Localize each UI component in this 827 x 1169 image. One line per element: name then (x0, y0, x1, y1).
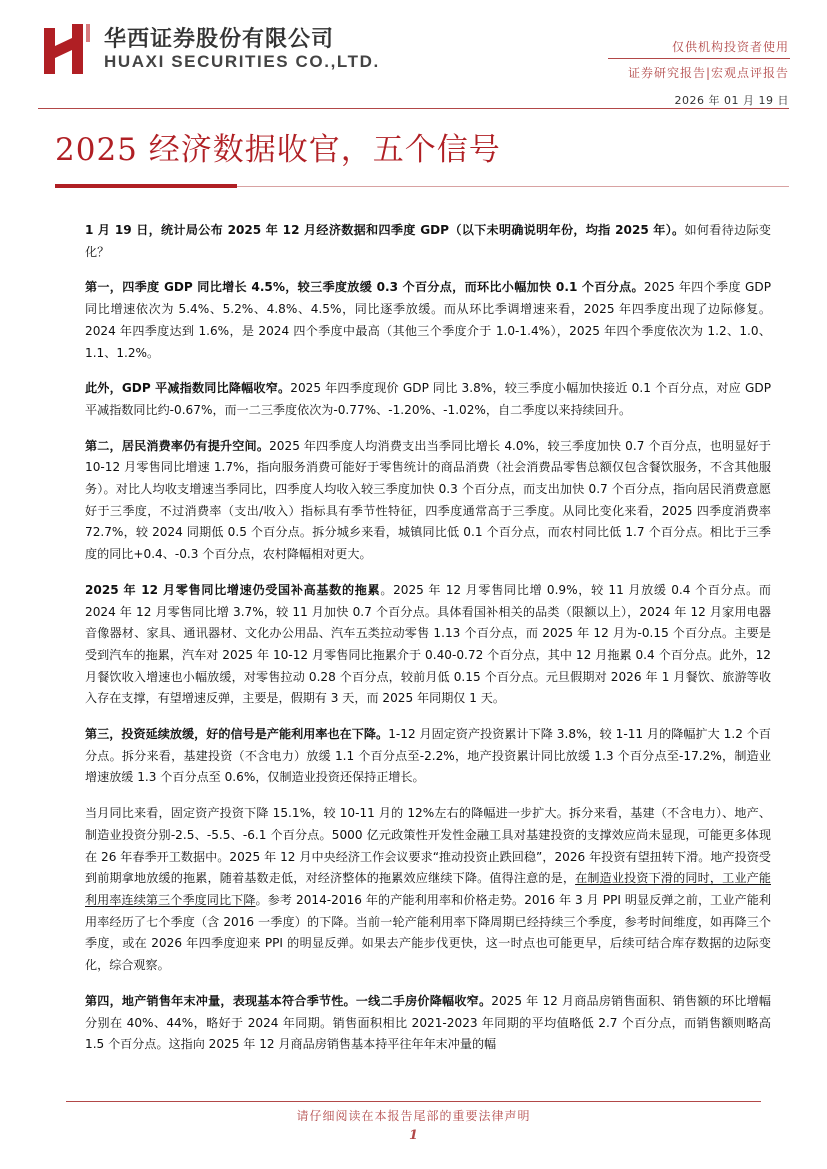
paragraph-emphasis: 在制造业投资下滑的同时，工业产能利用率连续第三个季度同比下降 (85, 871, 771, 907)
header-divider (38, 108, 789, 109)
report-category: 证券研究报告|宏观点评报告 (627, 66, 789, 80)
title-underline (237, 186, 789, 187)
paragraph-text: 。2025 年 12 月零售同比增 0.9%，较 11 月放缓 0.4 个百分点。而 2024 年 12 月零售同比增 3.7%，较 11 月加快 0.7 个百分点。具体看国补相关的品类（限额以上），2024 年 12 月家用电器音像器材、家具、通讯器材、文化办公用品、汽车五类拉动零售 1.13 个百分点，而 2025 年 12 月为-0.15 个百分点。主要是受到汽车的拖累，汽车对 2025 年 10-12 月零售同比拖累介于 0.40-0.72 个百分点，其中 12 月拖累 0.4 个百分点。此外，12 月餐饮收入增速也小幅放缓，对零售拉动 0.28 个百分点，较前月低 0.15 个百分点。元旦假期对 2026 年 1 月餐饮、旅游等收入存在支撑，有望增速反弹，主要是，假期有 3 天，而 2025 年同期仅 1 天。 (85, 582, 771, 706)
body-paragraph (85, 724, 771, 789)
paragraph-lead: 1 月 19 日，统计局公布 2025 年 12 月经济数据和四季度 GDP（以下未明确说明年份，均指 2025 年）。 (85, 223, 685, 237)
body-paragraph (85, 991, 771, 1056)
body-paragraph (85, 436, 771, 566)
body-paragraph (85, 220, 771, 263)
body-paragraph (85, 277, 771, 364)
body-paragraph (85, 803, 771, 977)
brand-name-en: HUAXI SECURITIES CO.,LTD. (104, 52, 380, 71)
paragraph-text: 2025 年四季度人均消费支出当季同比增长 4.0%，较三季度加快 0.7 个百分点，也明显好于 10-12 月零售同比增速 1.7%，指向服务消费可能好于零售统计的商品消费（社会消费品零售总额仅包含餐饮服务，不含其他服务）。对比人均收支增速当季同比，四季度人均收入较三季度加快 0.3 个百分点，而支出加快 0.7 个百分点，指向居民消费意愿好于三季度，不过消费率（支出/收入）指标具有季节性特征，四季度通常高于三季度。从同比变化来看，2025 四季度消费率 72.7%，较 2024 同期低 0.5 个百分点。拆分城乡来看，城镇同比低 0.1 个百分点，而农村同比低 1.7 个百分点。相比于三季度的同比+0.4、-0.3 个百分点，农村降幅相对更大。 (85, 438, 771, 562)
paragraph-lead: 第三，投资延续放缓，好的信号是产能利用率也在下降。 (85, 727, 389, 742)
page-title: 2025 经济数据收官，五个信号 (55, 132, 501, 168)
paragraph-text: 如何看待边际变化？ (85, 223, 771, 259)
paragraph-lead: 第四，地产销售年末冲量，表现基本符合季节性。一线二手房价降幅收窄。 (85, 993, 492, 1008)
paragraph-text: 2025 年 12 月商品房销售面积、销售额的环比增幅分别在 40%、44%，略好于 2024 年同期。销售面积相比 2021-2023 年同期的平均值略低 2.7 个百分点，而销售额则略高 1.5 个百分点。这指向 2025 年 12 月商品房销售基本持平往年年末冲量的幅 (85, 993, 771, 1052)
paragraph-text: 当月同比来看，固定资产投资下降 15.1%，较 10-11 月的 12%左右的降幅进一步扩大。拆分来看，基建（不含电力）、地产、制造业投资分别-2.5、-5.5、-6.1 个百分点。5000 亿元政策性开发性金融工具对基建投资的支撑效应尚未显现，可能更多体现在 26 年春季开工数据中。2025 年 12 月中央经济工作会议要求“推动投资止跌回稳”，2026 年投资有望扭转下滑。地产投资受到前期拿地放缓的拖累，随着基数走低，对经济整体的拖累效应继续下降。值得注意的是， (85, 806, 771, 886)
paragraph-lead: 此外，GDP 平减指数同比降幅收窄。 (85, 381, 291, 396)
page-number: 1 (408, 1128, 419, 1143)
huaxi-logo-icon (42, 22, 92, 76)
report-date: 2026 年 01 月 19 日 (674, 94, 789, 107)
brand-name-cn: 华西证券股份有限公司 (104, 26, 335, 52)
paragraph-text: 。参考 2014-2016 年的产能利用率和价格走势。2016 年 3 月 PPI 明显反弹之前，工业产能利用率经历了七个季度（含 2016 一季度）的下降。当前一轮产能利用率下降周期已经持续三个季度，参考时间维度，如再降三个季度，或在 2026 年四季度迎来 PPI 的明显反弹。如果去产能步伐更快，这一时点也可能更早，后续可结合库存数据的边际变化，综合观察。 (85, 892, 771, 973)
paragraph-lead: 2025 年 12 月零售同比增速仍受国补高基数的拖累 (85, 582, 381, 597)
paragraph-text: 2025 年四季度现价 GDP 同比 3.8%，较三季度小幅加快接近 0.1 个百分点，对应 GDP 平减指数同比约-0.67%，而一二三季度依次为-0.77%、-1.20%、-1.02%，自二季度以来持续回升。 (85, 381, 771, 417)
paragraph-text: 2025 年四个季度 GDP 同比增速依次为 5.4%、5.2%、4.8%、4.5%，同比逐季放缓。而从环比季调增速来看，2025 年四季度出现了边际修复。2024 年四季度达到 1.6%，是 2024 四个季度中最高（其他三个季度介于 1.0-1.4%），2025 年四个季度依次为 1.2、1.0、1.1、1.2%。 (85, 280, 771, 360)
header-rule (608, 58, 790, 59)
body-paragraph (85, 378, 771, 421)
usage-notice: 仅供机构投资者使用 (671, 40, 789, 54)
report-body (85, 220, 771, 1070)
paragraph-lead: 第二，居民消费率仍有提升空间。 (85, 438, 270, 453)
paragraph-text: 1-12 月固定资产投资累计下降 3.8%，较 1-11 月的降幅扩大 1.2 个百分点。拆分来看，基建投资（不含电力）放缓 1.1 个百分点至-2.2%，地产投资累计同比放缓 1.3 个百分点至-17.2%，制造业增速放缓 1.3 个百分点至 0.6%，仅制造业投资还保持正增长。 (85, 727, 771, 785)
title-underline-accent (55, 184, 237, 188)
body-paragraph (85, 580, 771, 710)
footer-divider (66, 1101, 761, 1102)
paragraph-lead: 第一，四季度 GDP 同比增长 4.5%，较三季度放缓 0.3 个百分点，而环比小幅加快 0.1 个百分点。 (85, 280, 644, 295)
legal-disclaimer: 请仔细阅读在本报告尾部的重要法律声明 (296, 1109, 531, 1123)
